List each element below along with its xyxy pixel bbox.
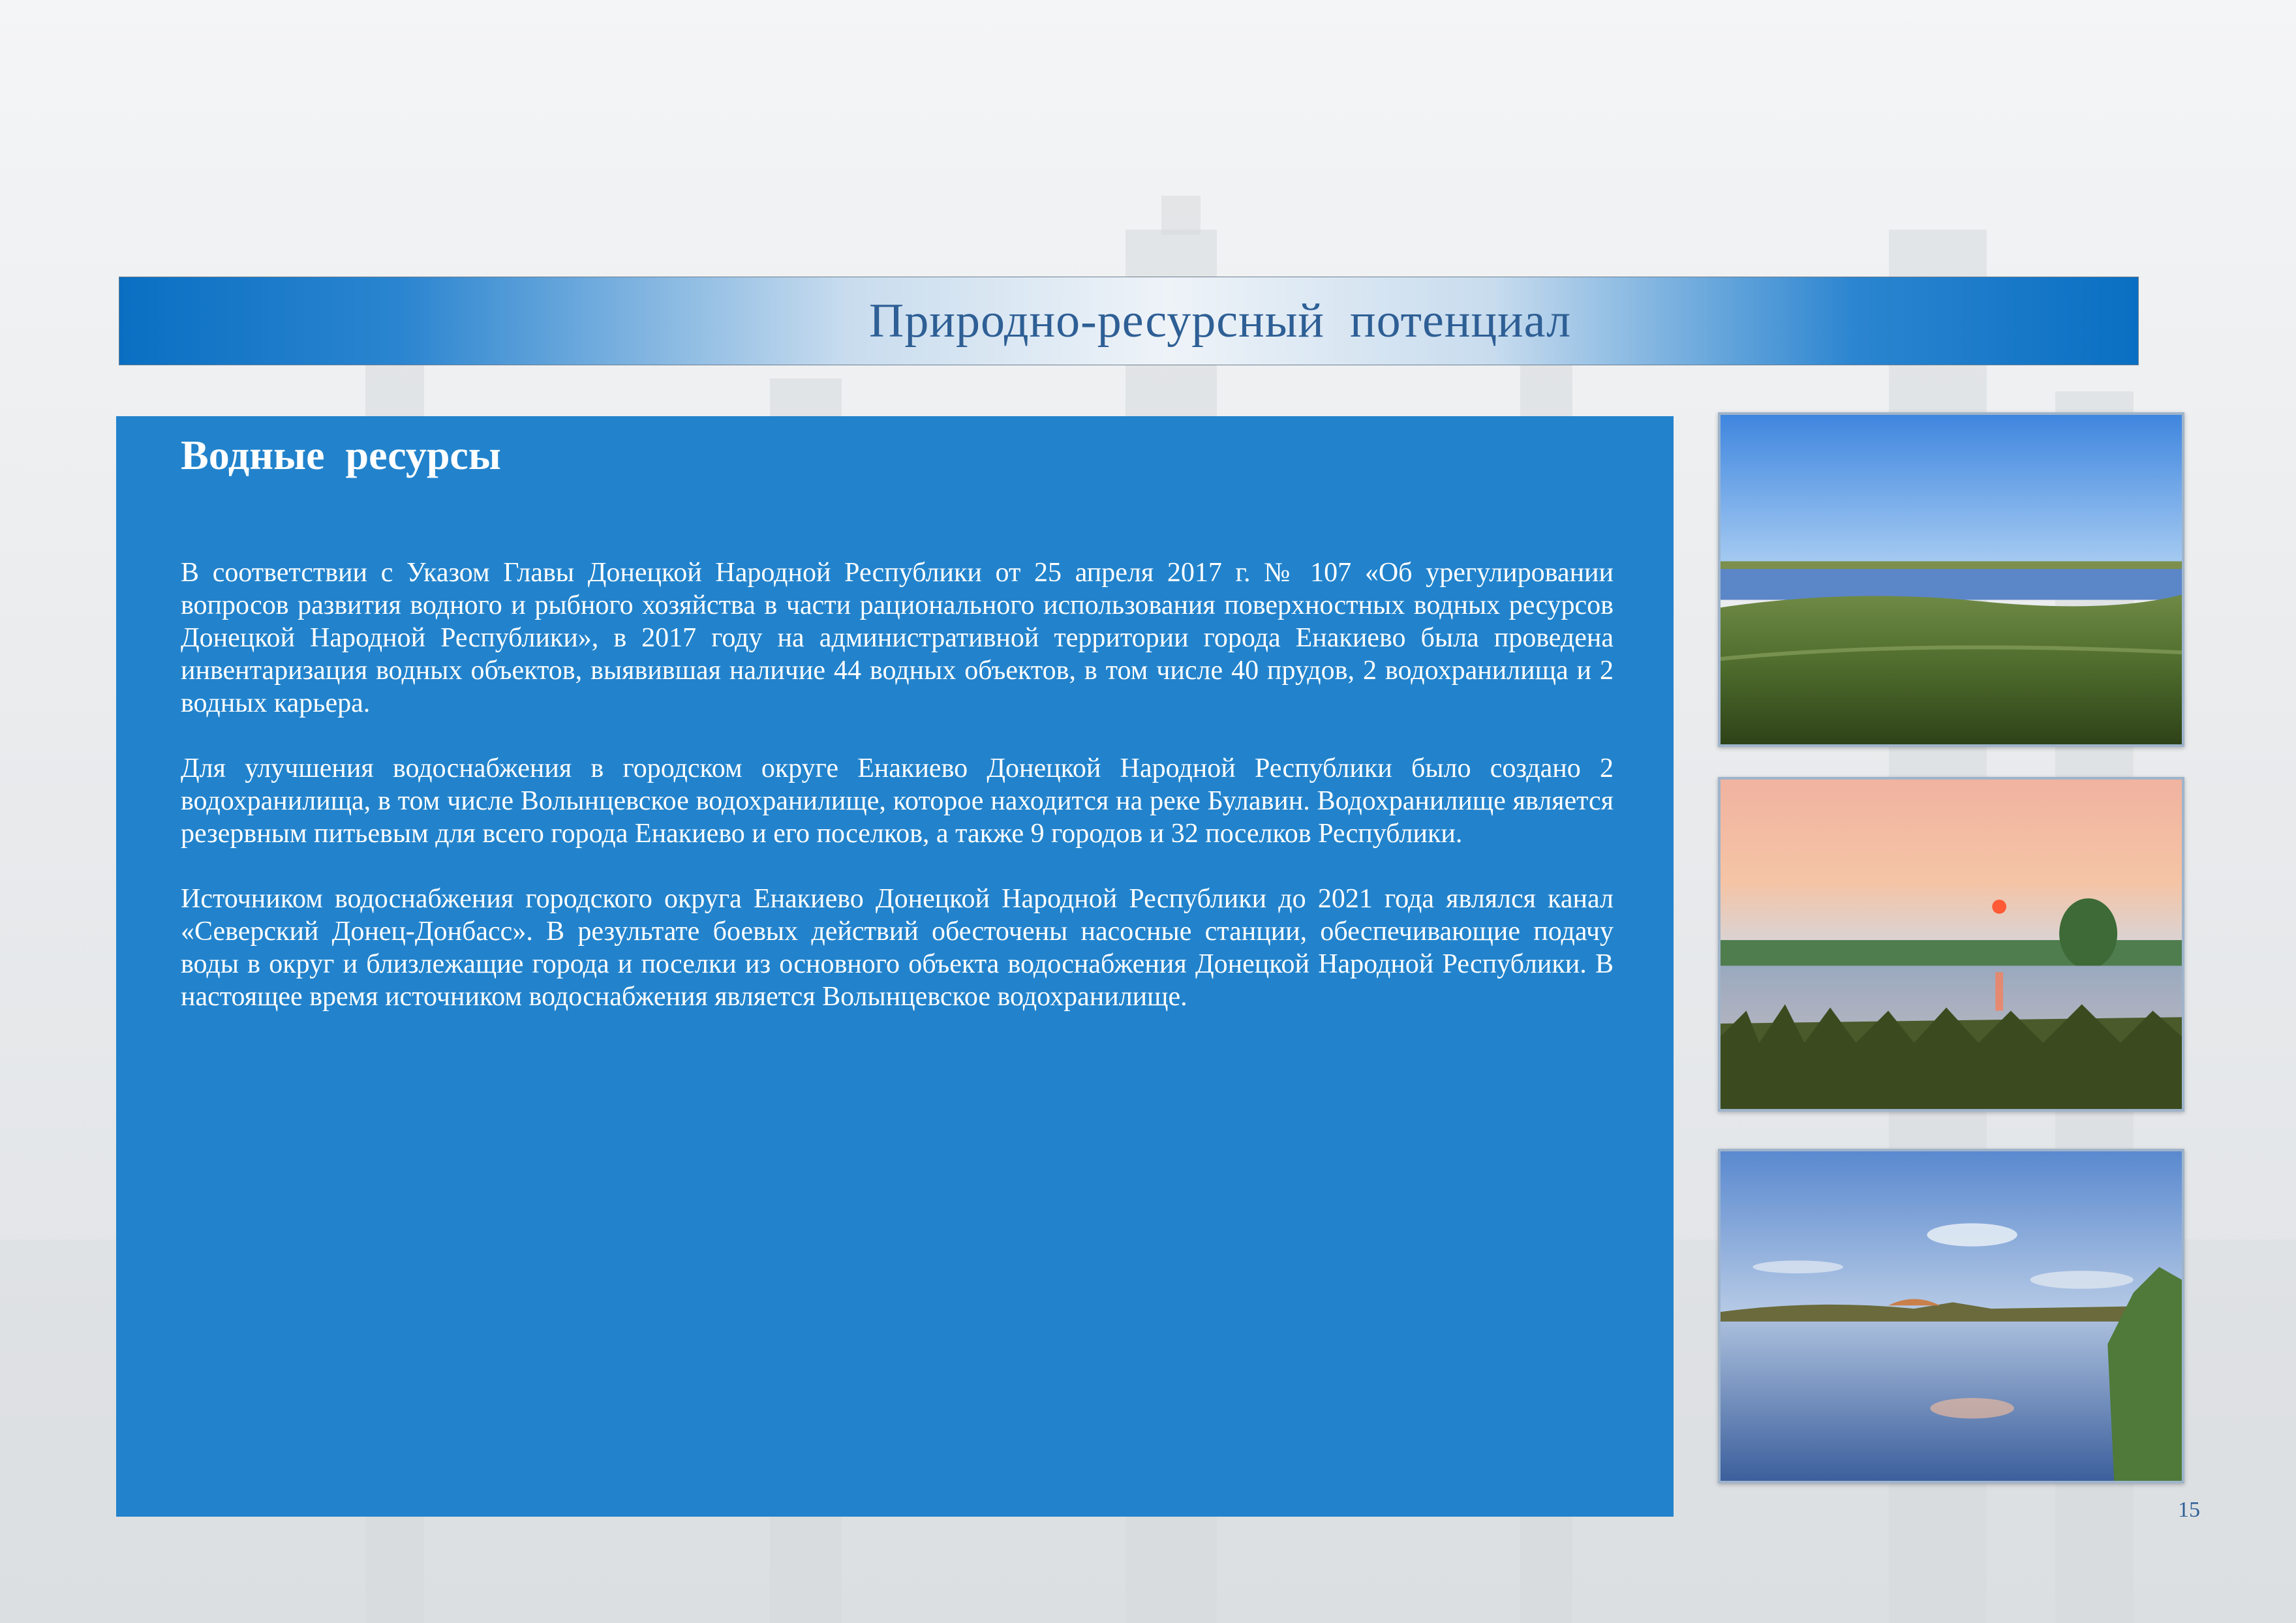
paragraph: Источником водоснабжения городского округа Енакиево Донецкой Народной Республики до 2021 года являлся канал «Северский Донец-Донбасс». В результате боевых действий обесточены насосные станции, обеспечивающие подачу воды в округ и близлежащие города и поселки из основного объекта водоснабжения Донецкой Народной Республики. В настоящее время источником водоснабжения является Волынцевское водохранилище.	[181, 883, 1614, 1012]
content-panel	[116, 416, 1674, 1517]
paragraph: Для улучшения водоснабжения в городском округе Енакиево Донецкой Народной Республики было создано 2 водохранилища, в том числе Волынцевское водохранилище, которое находится на реке Булавин. Водохранилище является резервным питьевым для всего города Енакиево и его поселков, а также 9 городов и 32 поселков Республики.	[181, 753, 1614, 849]
header-banner	[119, 277, 2139, 365]
lake-reflection-photo	[1718, 1149, 2184, 1483]
lake-sunset-photo	[1718, 777, 2184, 1112]
page-title: Природно-ресурсный потенциал	[868, 294, 1572, 348]
lake-meadow-photo	[1718, 412, 2184, 747]
section-title: Водные ресурсы	[181, 432, 501, 478]
page-number: 15	[2178, 1498, 2200, 1522]
paragraph: В соответствии с Указом Главы Донецкой Народной Республики от 25 апреля 2017 г. № 107 «Об урегулировании вопросов развития водного и рыбного хозяйства в части рационального использования поверхностных водных ресурсов Донецкой Народной Республики», в 2017 году на административной территории города Енакиево была проведена инвентаризация водных объектов, выявившая наличие 44 водных объектов, в том числе 40 прудов, 2 водохранилища и 2 водных карьера.	[181, 557, 1614, 718]
